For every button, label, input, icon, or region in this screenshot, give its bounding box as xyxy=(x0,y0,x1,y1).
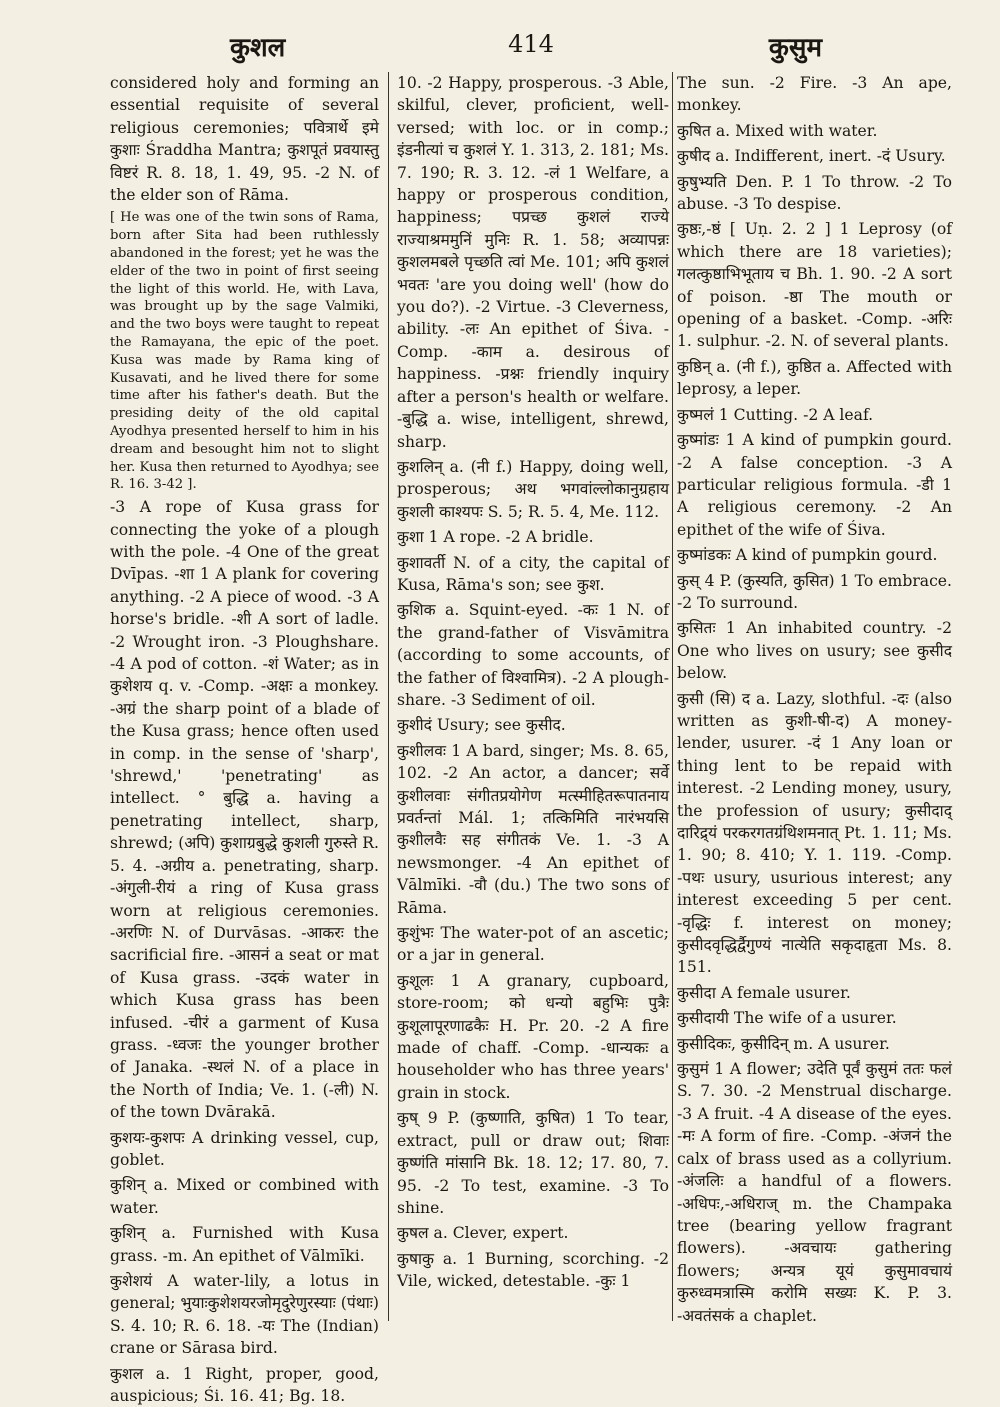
entry-text: कुष्ठिन् a. (नी f.), कुष्ठित a. Affected with leprosy, a leper. xyxy=(677,357,952,399)
page-number: 414 xyxy=(508,30,554,58)
entry-text: कुशिन् a. Furnished with Kusa grass. -m. An epithet of Vālmīki. xyxy=(110,1224,379,1265)
entry-note: [ He was one of the twin sons of Rama, born after Sita had been ruthlessly abandoned in the forest; yet he was the elder of the two in point of first seeing the light of this world. He, with Lava, was brought up by the sage Valmiki, and the two boys were taught to repeat the Ramayana, the epic of the poet. Kusa was made by Rama king of Kusavati, and he lived there for some time after his father's death. But the presiding deity of the old capital Ayodhya presented herself to him in his dream and besought him not to slight her. Kusa then returned to Ayodhya; see R. 16. 3-42 ]. xyxy=(110,210,379,493)
entry-text: कुशावर्ती N. of a city, the capital of Kusa, Rāma's son; see कुश. xyxy=(397,553,669,594)
entry-text: कुसितः 1 An inhabited country. -2 One who lives on usury; see कुसीद below. xyxy=(677,619,952,683)
entry-text: कुशल a. 1 Right, proper, good, auspicious; Śi. 16. 41; Bg. 18. xyxy=(110,1364,379,1406)
entry-text: कुसीदा A female usurer. xyxy=(677,983,851,1002)
entry-text: कुशेशयं A water-lily, a lotus in general; भुयाःकुशेशयरजोमृदुरेणुरस्याः (पंथाः) S. 4. 10; R. 6. 18. -यः The (Indian) crane or Sārasa bird. xyxy=(110,1272,379,1358)
column-1 xyxy=(110,72,379,1406)
entry-text: कुशीलवः 1 A bard, singer; Ms. 8. 65, 102. -2 An actor, a dancer; सर्वे कुशीलवाः संगीतप्रयोगेण मत्स्मीहितरूपातनाय प्रवर्तन्तां Mál. 1; तत्किमिति नारंभयसि कुशीलवैः सह संगीतकं Ve. 1. -3 A newsmonger. -4 An epithet of Vālmīki. -वौ (du.) The two sons of Rāma. xyxy=(397,741,669,917)
entry-text: कुष्मांडकः A kind of pumpkin gourd. xyxy=(677,546,938,565)
column-divider xyxy=(388,72,389,1321)
entry-text: कुशीदं Usury; see कुसीद. xyxy=(397,716,566,735)
page-header xyxy=(110,20,952,70)
entry-text: कुषाकु a. 1 Burning, scorching. -2 Vile, wicked, detestable. -कुः 1 xyxy=(397,1249,669,1291)
entry-text: कुशूलः 1 A granary, cupboard, store-room; को धन्यो बहुभिः पुत्रैः कुशूलापूरणाढकैः H. Pr. 20. -2 A fire made of chaff. -Comp. -धान्यकः a householder who has three years' grain in stock. xyxy=(397,971,669,1102)
entry-text: कुषित a. Mixed with water. xyxy=(677,121,878,140)
entry-text: कुष् 9 P. (कुष्णाति, कुषित) 1 To tear, extract, pull or draw out; शिवाः कुष्णंति मांसानि Bk. 18. 12; 17. 80, 7. 95. -2 To test, examine. -3 To shine. xyxy=(397,1109,669,1217)
left-guide-word: कुशल xyxy=(230,33,286,63)
entry-text: -3 A rope of Kusa grass for connecting the yoke of a plough with the pole. -4 One of the great Dvīpas. -शा 1 A plank for covering anything. -2 A piece of wood. -3 A horse's bridle. -शी A sort of ladle. -2 Wrought iron. -3 Ploughshare. -4 A pod of cotton. -शं Water; as in कुशेशय q. v. -Comp. -अक्षः a monkey. -अग्रं the sharp point of a blade of the Kusa grass; hence often used in comp. in the sense of 'sharp', 'shrewd,' 'penetrating' as intellect. ° बुद्धि a. having a penetrating intellect, sharp, shrewd; (अपि) कुशाग्रबुद्धे कुशली गुरुस्ते R. 5. 4. -अग्रीय a. penetrating, sharp. -अंगुली-रीयं a ring of Kusa grass worn at religious ceremonies. -अरणिः N. of Durvāsas. -आकरः the sacrificial fire. -आसनं a seat or mat of Kusa grass. -उदकं water in which Kusa grass has been infused. -चीरं a garment of Kusa grass. -ध्वजः the younger brother of Janaka. -स्थलं N. of a place in the North of India; Ve. 1. (-ली) N. of the town Dvārakā. xyxy=(110,498,379,1122)
entry-text: considered holy and forming an essential requisite of several religious ceremonies; पवित्रार्थे इमे कुशाः Śraddha Mantra; कुशपूतं प्रवयास्तु विष्टरं R. 8. 18, 1. 49, 95. -2 N. of the elder son of Rāma. xyxy=(110,74,379,205)
entry-text: The sun. -2 Fire. -3 An ape, monkey. xyxy=(677,74,952,115)
entry-text: कुशलिन् a. (नी f.) Happy, doing well, prosperous; अथ भगवांल्लोकानुग्रहाय कुशली काश्यपः S. 5; R. 5. 4, Me. 112. xyxy=(397,457,669,521)
entry-text: कुशुंभः The water-pot of an ascetic; or a jar in general. xyxy=(397,924,669,965)
entry-text: कुसीदिकः, कुसीदिन् m. A usurer. xyxy=(677,1034,890,1053)
entry-text: कुशिक a. Squint-eyed. -कः 1 N. of the grand-father of Visvāmitra (according to some accounts, of the father of विश्वामित्र). -2 A plough-share. -3 Sediment of oil. xyxy=(397,601,669,709)
column-divider xyxy=(672,72,673,1321)
entry-text: कुषीद a. Indifferent, inert. -दं Usury. xyxy=(677,147,946,166)
entry-text: 10. -2 Happy, prosperous. -3 Able, skilful, clever, proficient, well-versed; with loc. or in comp.; इंडनीत्यां च कुशलं Y. 1. 313, 2. 181; Ms. 7. 190; R. 3. 12. -लं 1 Welfare, a happy or prosperous condition, happiness; पप्रच्छ कुशलं राज्ये राज्याश्रममुनिं मुनिः R. 1. 58; अव्यापन्नः कुशलमबले पृच्छति त्वां Me. 101; अपि कुशलं भवतः 'are you doing well' (how do you do?). -2 Virtue. -3 Cleverness, ability. -लः An epithet of Śiva. -Comp. -काम a. desirous of happiness. -प्रश्नः friendly inquiry after a person's health or welfare. -बुद्धि a. wise, intelligent, shrewd, sharp. xyxy=(397,74,669,451)
entry-text: कुस् 4 P. (कुस्यति, कुसित) 1 To embrace. -2 To surround. xyxy=(677,571,952,612)
column-3 xyxy=(677,72,952,1331)
entry-text: कुसीदायी The wife of a usurer. xyxy=(677,1009,897,1028)
entry-text: कुषल a. Clever, expert. xyxy=(397,1224,569,1243)
entry-text: कुशा 1 A rope. -2 A bridle. xyxy=(397,528,594,547)
right-guide-word: कुसुम xyxy=(768,33,822,63)
entry-text: कुष्ठः,-ष्ठं [ Uṇ. 2. 2 ] 1 Leprosy (of which there are 18 varieties); गलत्कुष्ठाभिभूताय च Bh. 1. 90. -2 A sort of poison. -ष्ठा The mouth or opening of a basket. -Comp. -अरिः 1. sulphur. -2. N. of several plants. xyxy=(677,220,952,351)
entry-text: कुसुमं 1 A flower; उदेति पूर्वं कुसुमं ततः फलं S. 7. 30. -2 Menstrual discharge. -3 A fruit. -4 A disease of the eyes. -मः A form of fire. -Comp. -अंजनं the calx of brass used as a collyrium. -अंजलिः a handful of a flowers. -अधिपः,-अधिराज् m. the Champaka tree (bearing yellow fragrant flowers). -अवचायः gathering flowers; अन्यत्र यूयं कुसुमावचायं कुरुध्वमत्रास्मि करोमि सख्यः K. P. 3. -अवतंसकं a chaplet. xyxy=(677,1060,952,1325)
entry-text: कुसी (सि) द a. Lazy, slothful. -दः (also written as कुशी-षी-द) A money-lender, usurer. -दं 1 Any loan or thing lent to be repaid with interest. -2 Lending money, usury, the profession of usury; कुसीदाद् दारिद्र्यं परकरगतग्रंथिशमनात् Pt. 1. 11; Ms. 1. 90; 8. 410; Y. 1. 119. -Comp. -पथः usury, usurious interest; any interest exceeding 5 per cent. -वृद्धिः f. interest on money; कुसीदवृद्धिर्द्वैगुण्यं नात्येति सकृदाहृता Ms. 8. 151. xyxy=(677,689,952,977)
column-2 xyxy=(397,72,669,1331)
entry-text: कुशयः-कुशपः A drinking vessel, cup, goblet. xyxy=(110,1128,379,1169)
entry-text: कुशिन् a. Mixed or combined with water. xyxy=(110,1176,379,1217)
entry-text: कुष्मांडः 1 A kind of pumpkin gourd. -2 A false conception. -3 A particular religious formula. -डी 1 A religious ceremony. -2 An epithet of the wife of Śiva. xyxy=(677,431,952,539)
entry-text: कुष्मलं 1 Cutting. -2 A leaf. xyxy=(677,405,874,424)
entry-text: कुषुभ्यति Den. P. 1 To throw. -2 To abuse. -3 To despise. xyxy=(677,172,952,214)
